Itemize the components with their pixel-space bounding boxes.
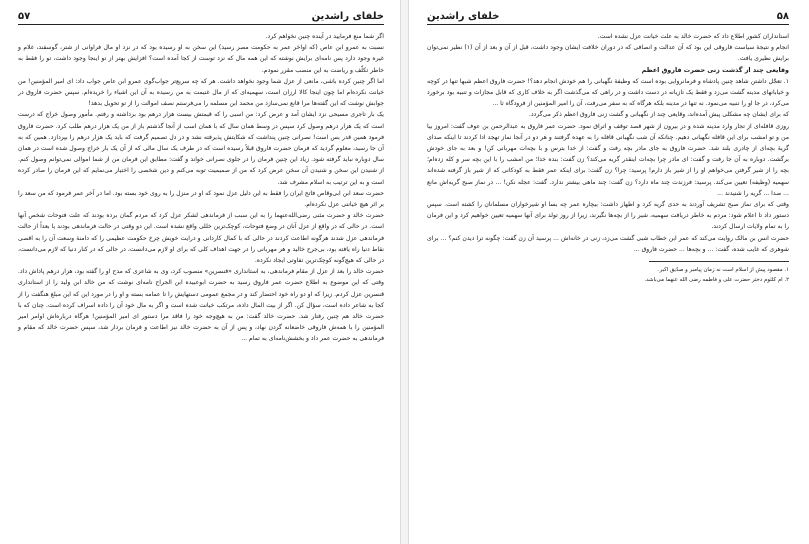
left-header-title: خلفای راشدین <box>311 11 384 22</box>
paragraph: ۱. تعجّل داشتن شاهد چنین پادشاه و فرمانروایی بوده است که وظیفهٔ نگهبانی را هم خودش انجام دهد؟! حضرت فاروق اعظم شبها تنها در کوچه و خیابانهای مدینه گشت می‌زد و فقط یک تازیانه در دست داشت و در راهی که می‌گذشت اگر به خلاف کاری که قابل مجازات و تنبیه بود برخورد می‌کرد، در جا او را تنبیه می‌نمود. نه تنها در مدینه بلکه هرگاه که به سفر می‌رفت، آن را امیر المؤمنین از فرودگاه تا ... <box>427 77 789 108</box>
section-heading: وقایعی چند از گذشت زنی حضرت فاروق اعظم <box>641 65 789 74</box>
right-header-title: خلفای راشدین <box>427 11 500 22</box>
left-page <box>0 0 400 544</box>
footnote: ۲. ام کلثوم دختر حضرت علی و فاطمه رضی الله عنهما می‌باشد. <box>644 277 789 284</box>
right-page-header <box>427 6 789 25</box>
paragraph: که برای ایشان چه مشکلی پیش آمده‌اند، وقایعی چند از نگهبانی و گشت زنی فاروق اعظم ذکر می‌گردد. <box>528 111 789 119</box>
paragraph: حضرت خالد را بعد از عزل از مقام فرماندهی، به استانداری «قنسرین» منصوب کرد، وی به شاعری که مدح او را گفته بود، هزار درهم پاداش داد. وقتی که این موضوع به اطلاع حضرت عمر فاروق رسید به حضرت ابوعبیده ابن الجراح نامه‌ای نوشت که من خالد ابن ولید را از استانداری قنسرین عزل کردم. زیرا که او دو راه خود احتضار کند و در مجمع عمومی دستهایش را تا عمامه بسته و او را در مورد این که این مبلغ هنگفت را از کجا به شاعر داده است، سؤال کن. اگر از بیت المال داده، مرتکب خیانت شده است و اگر به مال خود آن را داده اسراف کرده است. چنان که با حضرت خالد هم چنین رفتار شد. حضرت خالد گفت: من به هیچ‌وجه خود را فاقد مرا دستور ای امیر المؤمنین! هرگاه درباره‌اش اوامر امیر المؤمنین را با همه‌ش فاروقی خاضعانه گردن نهاد، و پس از آن به حضرت خالد نیز اطاعت و فرمان بردار شد، سپس حضرت خالد که مقام و فرماندهی به حضرت عمر داد و بخشش‌نامه‌ای به تمام ... <box>18 268 384 343</box>
left-page-header <box>18 6 384 25</box>
paragraph: وقتی که برای نماز صبح تشریف آوردند به حدی گریه کرد و اظهار داشت: بیچاره عمر چه بسا او شیرخواران مسلمانان را کشته است. سپس دستور داد تا اعلام شود: مردم به خاطر دریافت سهمیه، شیر را از بچه‌ها نگیرند، زیرا از روز تولد برای آنها سهمیه تعیین خواهیم کرد و این فرمان را به تمام ولایات ارسال کردند. <box>427 201 789 231</box>
paragraph: نسبت به عمرو ابن عاص (که اواخر عمر به حکومت مصر رسید) این سخن به او رسیده بود که در نزد او مال فراوانی از شتر، گوسفند، غلام و غیره وجود دارد پس نامه‌ای برایش نوشته که این همه مال که نزد توست از کجا آمده است؟ افزایش بهتر از تو اینجا وجود داشت، تو را فقط به خاطر تکلّف و ریاضت به این منصب مقرر نمودم. <box>18 44 384 74</box>
footnote-divider <box>649 261 789 262</box>
paragraph: استانداران کشور اطلاع داد که حضرت خالد به علت خیانت عزل نشده است. <box>597 33 789 40</box>
paragraph: یک بار تاجری مسیحی نزد ایشان آمد و عرض کرد: من اسبی را که قیمتش بیست هزار درهم بود برداشته و رفتم. مأمور وصول خراج که درست است که یک هزار درهم وصول کرد سپس در وسط همان سال که با همان اسب از آنجا گذشتم باز از من یک هزار درهم طلب کرد. حضرت فاروق فرمود همین قدر بس است! نصرانی چنین پنداشت که شکایتش پذیرفته نشد و در دل تصمیم گرفت که باید یک هزار درهم را بپردازد. همین که به آن جا رسید، معلوم گردید که فرمان حضرت فاروق قبلاً رسیده است که در طرف یک سال مالی که از آن یک بار خراج وصول شده است در همان سال دوباره نباید گرفته شود. زیاد این چنین فرمان را در جلوی نصرانی خواند و گفت: مطابق این فرمان من از شما اموالی نمی‌توانم وصول کنم. از شنیدن این سخن و شنیدن آن سخن عرض کرد که من از صمیمیت توبه می‌کنم و دین شخصی را اختیار می‌نمایم که این فرمان را صادر کرده است و به این ترتیب به اسلام مشرف شد. <box>18 111 384 186</box>
paragraph: حضرت سعد ابن ابی‌وقاص فاتح ایران را فقط به این دلیل عزل نمود که او در منزل را به روی خود بسته بود. اما در آخر عمر فرمود که من سعد را بر اثر هیچ خیانتی عزل نکرده‌ام. <box>18 189 384 209</box>
footnote: ۱. مقصود پیش از اسلام است نه زمان پیامبر و صدّیق اکبر. <box>657 267 789 274</box>
right-page-body <box>427 31 789 285</box>
paragraph: روزی قافله‌ای از تجار وارد مدینه شده و در بیرون از شهر قصد توقف و اتراق نمود. حضرت عمر فاروق به عبدالرحمن بن عوف گفت: امروز بیا من و تو امشب برای این قافله نگهبانی دهیم. چنانکه آن شب نگهبانی قافله را به عهده گرفتند و هر دو در آنجا نماز تهجد ادا کردند تا اینکه صدای گریهٔ بچه‌ای از چادری بلند شد. حضرت فاروق به جای مادر بچه رفت و گفت: از خدا بترس و با بچه‌ات مهربانی کن! و بعد به جای خودش برگشت. دوباره به آن جا رفت و گفت: ای مادر چرا بچه‌ات اینقدر گریه می‌کند؟ زن گفت: بنده خدا؛ من امشب را با این بچه سر و کله زده‌ام؛ بچه را از شیر گرفتن می‌خواهم او را از شیر باز دارم! پرسید: چرا؟ زن گفت: برای اینکه عمر فقط به کودکانی که از شیر باز گرفته شده‌اند سهمیه (وظیفه) تعیین می‌کند. پرسید: فرزندت چند ماه دارد؟ زن گفت: چند ماهی بیشتر ندارد. گفت: عجله نکن! ... در نماز صبح گریه‌اش مانع ... صدا ... گریه را شنیدند ... <box>427 122 789 197</box>
paragraph: حضرت انس بن مالک روایت می‌کند که عمر ابن خطاب شبی گشت می‌زد، زنی در خانه‌اش ... پرسید آن زن گفت: چگونه ترا دیدن کنم؟ ... برای شوهری که غایب شده، گفت: ... و بچه‌ها ... حضرت فاروق ... <box>427 234 789 253</box>
paragraph: اما اگر چنین کرده باشی، مانعی از عزل شما وجود نخواهد داشت. هر که چه سریع‌تر جواب‌گوی عمرو ابن عاص جواب داد: ای امیر المؤمنین! من خیانت نکرده‌ام اما چون اینجا کالا ارزان است، سهمیه‌ای که از مال غنیمت به من رسیده به آن این اشیاء را خریده‌ام. سپس حضرت فاروق در جوابش نوشت که این گفته‌ها مرا قانع نمی‌سازد من محمد ابن مسلمه را می‌فرستم نصف اموالت را از تو تحویل بدهد! <box>18 77 384 108</box>
right-page-number: ۵۸ <box>776 11 789 22</box>
paragraph: حضرت خالد و حضرت مثنی رضی‌الله‌عنهما را به این سبب از فرماندهی لشکر عزل کرد که مردم گمان برده بودند که علت فتوحات شخص آنها است. در حالی که در واقع از عزل آنان در وضع فتوحات، کوچک‌ترین خللی واقع نشده است. این دو وقتی در حالت فرماندهی بودند یا بعداً از حالت فرماندهی عزل شدند هرگونه اطاعت کردند در حالی که با کمال کاردانی و درایت خویش چرخ حکومت عظیمی را که دامنهٔ وسعت آن را به اقصی نقاط دنیا راه یافته بود، بی‌جرح خالید و هر مهربانی را در جهت اهداف کلی که برای او لازم می‌دانست، در حالی که در کنار دنیا که لازم می‌دانست، در حالی که هیچ‌گونه کوچک‌ترین تفاوتی ایجاد نکرده. <box>18 212 384 265</box>
paragraph: اگر شما منع فرمایید در آینده چنین نخواهم کرد. <box>265 33 384 40</box>
book-gutter <box>400 0 409 544</box>
left-page-number: ۵۷ <box>18 11 31 22</box>
right-page <box>409 0 809 544</box>
paragraph: انجام و نتیجهٔ سیاست فاروقی این بود که آن عدالت و انصافی که در دوران خلافت ایشان وجود داشت، قبل از آن و بعد از آن (۱) نظیر نمی‌توان برایش نظیری یافت. <box>427 44 789 63</box>
left-page-body <box>18 31 384 345</box>
